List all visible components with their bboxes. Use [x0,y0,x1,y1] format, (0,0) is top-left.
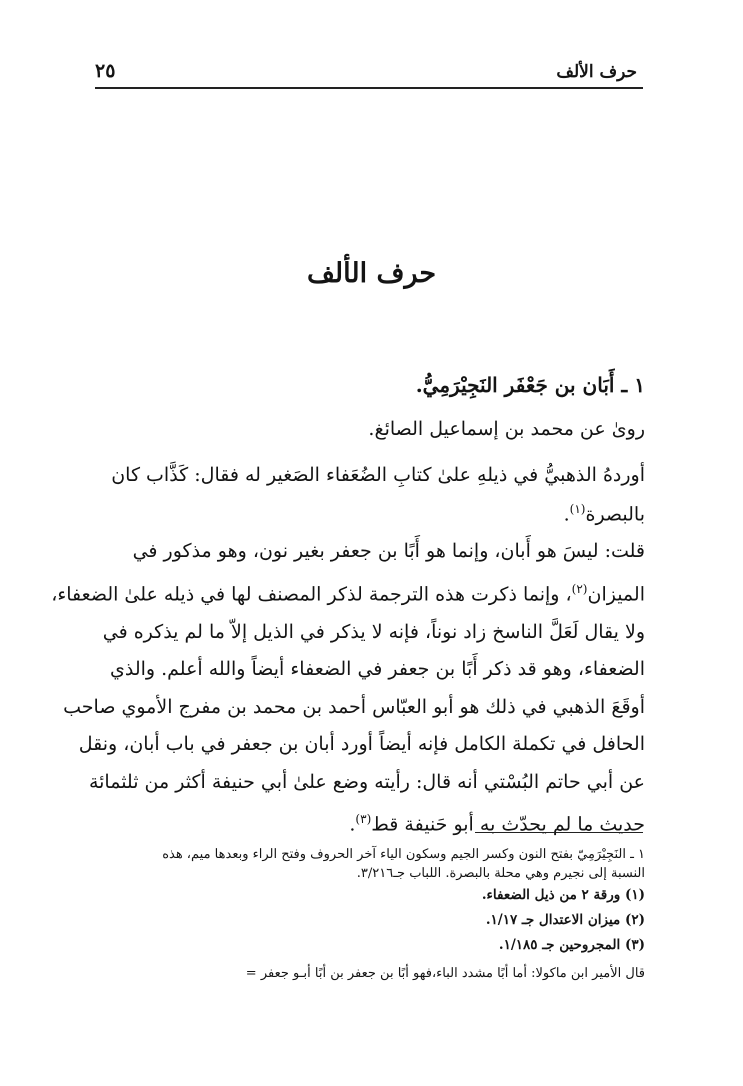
text-segment: . [563,503,570,526]
text-segment: حديث ما لم يحدّث به أبو حَنيفة قط [371,813,645,836]
footnote-line: قال الأمير ابن ماكولا: أما أبًا مشدد الباء،فهو أبًا بن جعفر بن أبًا أبـو جعفر = [245,966,645,981]
chapter-title: حرف الألف [306,258,437,289]
footnote-line: (٣) المجروحين جـ ١/١٨٥. [498,937,645,953]
text-line: الحافل في تكملة الكامل فإنه أيضاً أورد أبان بن جعفر في باب أبان، ونقل [78,733,645,756]
footnotes [92,845,645,983]
entry-heading: ١ ـ أَبَان بن جَعْفَر النَجِيْرَمِيُّ. [415,373,645,397]
text-segment: ، وإنما ذكرت هذه الترجمة لذكر المصنف لها في ذيله علىٰ الضعفاء، [51,582,572,605]
text-line [98,801,645,844]
text-line: أوردهُ الذهبيُّ في ذيلهِ علىٰ كتابِ الضُعَفاء الصَغير له فقال: كَذَّاب كان [111,464,645,486]
footnote-line: ١ ـ النَجِيْرَمِيّ بفتح النون وكسر الجيم وسكون الياء آخر الحروف وفتح الراء وبعدها ميم، هذه [162,847,645,862]
page-number: ٢٥ [95,60,116,82]
running-title: حرف الألف [556,62,637,82]
header-rule [95,87,643,89]
text-segment: . [349,813,356,836]
text-line: ولا يقال لَعَلَّ الناسخ زاد نوناً، فإنه لا يذكر في الذيل إلاّ ما لم يذكره في [102,620,645,643]
paragraph-narration [98,418,645,440]
page-header [95,60,643,84]
text-line: أوقَعَ الذهبي في ذلك هو أبو العبّاس أحمد بن محمد بن مفرج الأموي صاحب [63,695,645,718]
footnote-line: (١) ورقة ٢ من ذيل الضعفاء. [481,887,645,903]
text-segment: بالبصرة [585,503,645,526]
paragraph-commentary [51,533,645,844]
text-line: روىٰ عن محمد بن إسماعيل الصائغ. [368,418,645,440]
footnote-line: (٢) ميزان الاعتدال جـ ١/١٧. [485,912,645,928]
footnote-ref: (١) [569,502,586,516]
footnote-separator [475,832,643,833]
footnote-ref: (٢) [571,581,588,596]
footnote-line: النسبة إلى نجيرم وهي محلة بالبصرة. اللباب جـ٣/٢١٦. [356,866,645,881]
text-line [51,571,645,614]
text-line [98,492,645,531]
text-line: قلت: ليسَ هو أَبان، وإنما هو أَبًا بن جعفر بغير نون، وهو مذكور في [132,540,645,562]
text-segment: الميزان [587,582,645,605]
footnote-ref: (٣) [355,812,372,827]
paragraph-dhahabi [98,458,645,531]
text-line: الضعفاء، وهو قد ذكر أَبًا بن جعفر في الضعفاء أيضاً والله أعلم. والذي [109,658,645,681]
text-line: عن أبي حاتم البُسْتي أنه قال: رأيته وضع علىٰ أبي حنيفة أكثر من ثلثمائة [88,770,645,793]
